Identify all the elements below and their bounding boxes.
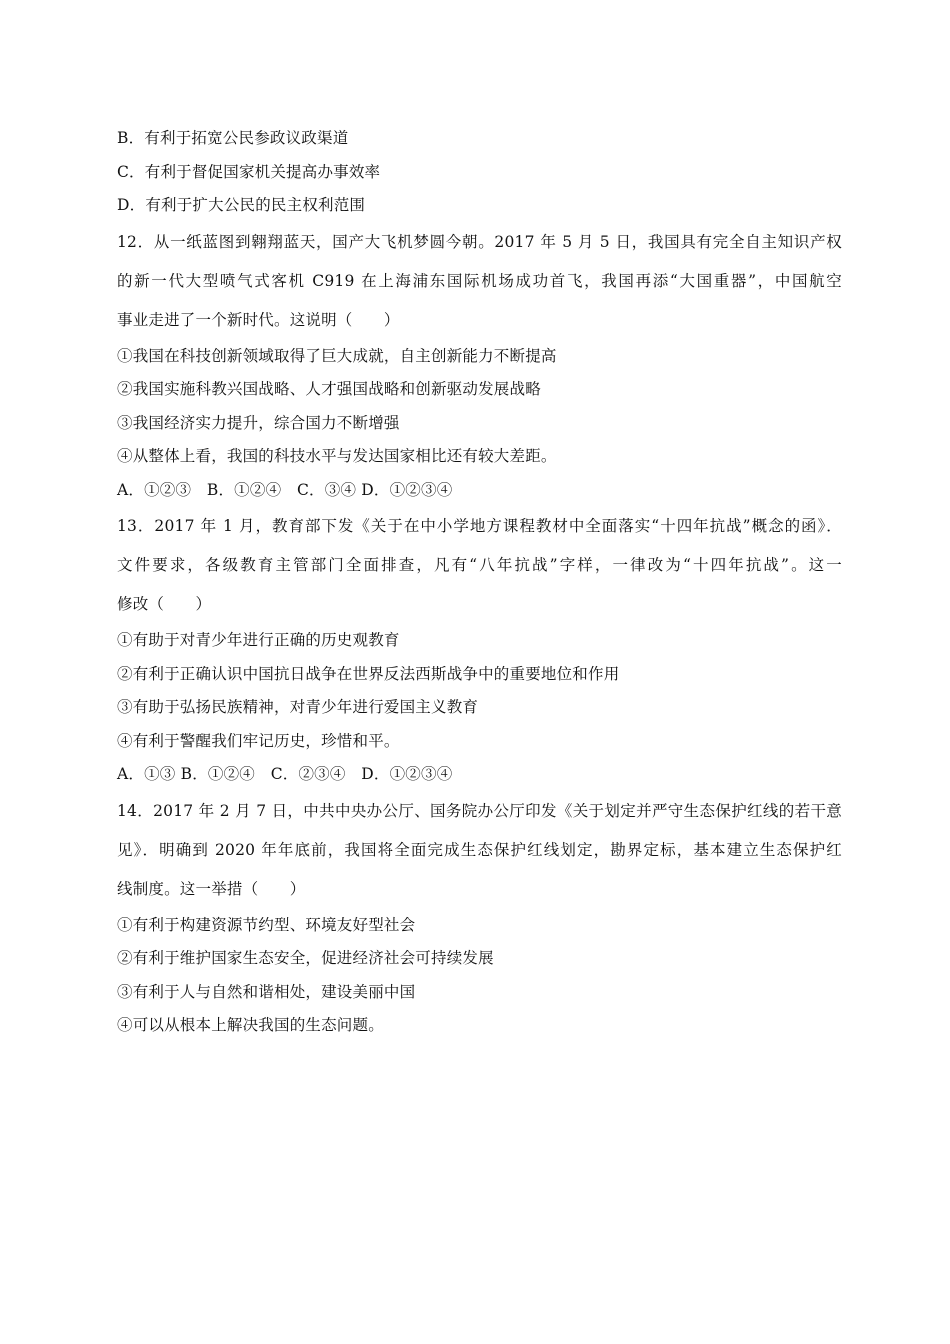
q11-option-d: D．有利于扩大公民的民主权利范围 [117,196,366,214]
q13-stem-line-2: 文件要求，各级教育主管部门全面排查，凡有“八年抗战”字样，一律改为“十四年抗战”。这一 [117,556,842,574]
q12-statement-4: ④从整体上看，我国的科技水平与发达国家相比还有较大差距。 [117,447,557,465]
q12-statement-3: ③我国经济实力提升，综合国力不断增强 [117,413,400,432]
q13-choices: A．①③ B．①②④ C．②③④ D．①②③④ [117,765,453,783]
q12-choices: A．①②③ B．①②④ C．③④ D．①②③④ [117,480,453,499]
q13-statement-1: ①有助于对青少年进行正确的历史观教育 [117,631,400,649]
q13-statement-2: ②有利于正确认识中国抗日战争在世界反法西斯战争中的重要地位和作用 [117,664,620,683]
q13-statement-4: ④有利于警醒我们牢记历史，珍惜和平。 [117,731,400,750]
q14-stem-line-2: 见》．明确到 2020 年年底前，我国将全面完成生态保护红线划定，勘界定标，基本建立生态保护红 [117,840,842,859]
q13-statement-3: ③有助于弘扬民族精神，对青少年进行爱国主义教育 [117,698,479,716]
question-14 [117,792,842,1043]
question-11-tail [117,122,842,223]
q13-stem-line-1: 13．2017 年 1 月，教育部下发《关于在中小学地方课程教材中全面落实“十四年抗战”概念的函》． [117,517,842,535]
q14-stem-line-1: 14．2017 年 2 月 7 日，中共中央办公厅、国务院办公厅印发《关于划定并严守生态保护红线的若干意 [117,801,842,820]
question-12 [117,223,842,508]
q11-option-b: B．有利于拓宽公民参政议政渠道 [117,129,349,147]
q12-stem-line-1: 12．从一纸蓝图到翱翔蓝天，国产大飞机梦圆今朝。2017 年 5 月 5 日，我国具有完全自主知识产权 [117,232,842,251]
q14-stem-line-3: 线制度。这一举措（ ） [117,879,306,898]
q12-stem-line-3: 事业走进了一个新时代。这说明（ ） [117,310,400,329]
q14-statement-4: ④可以从根本上解决我国的生态问题。 [117,1016,384,1034]
q13-stem-line-3: 修改（ ） [117,595,212,613]
q14-statement-1: ①有利于构建资源节约型、环境友好型社会 [117,915,416,934]
question-13 [117,507,842,792]
q12-statement-2: ②我国实施科教兴国战略、人才强国战略和创新驱动发展战略 [117,380,541,398]
q12-statement-1: ①我国在科技创新领域取得了巨大成就，自主创新能力不断提高 [117,346,557,365]
q12-stem-line-2: 的新一代大型喷气式客机 C919 在上海浦东国际机场成功首飞，我国再添“大国重器”，中国航空 [117,271,842,290]
q14-statement-2: ②有利于维护国家生态安全，促进经济社会可持续发展 [117,949,494,967]
q11-option-c: C．有利于督促国家机关提高办事效率 [117,162,381,181]
page-content [117,122,842,1043]
q14-statement-3: ③有利于人与自然和谐相处，建设美丽中国 [117,982,416,1001]
